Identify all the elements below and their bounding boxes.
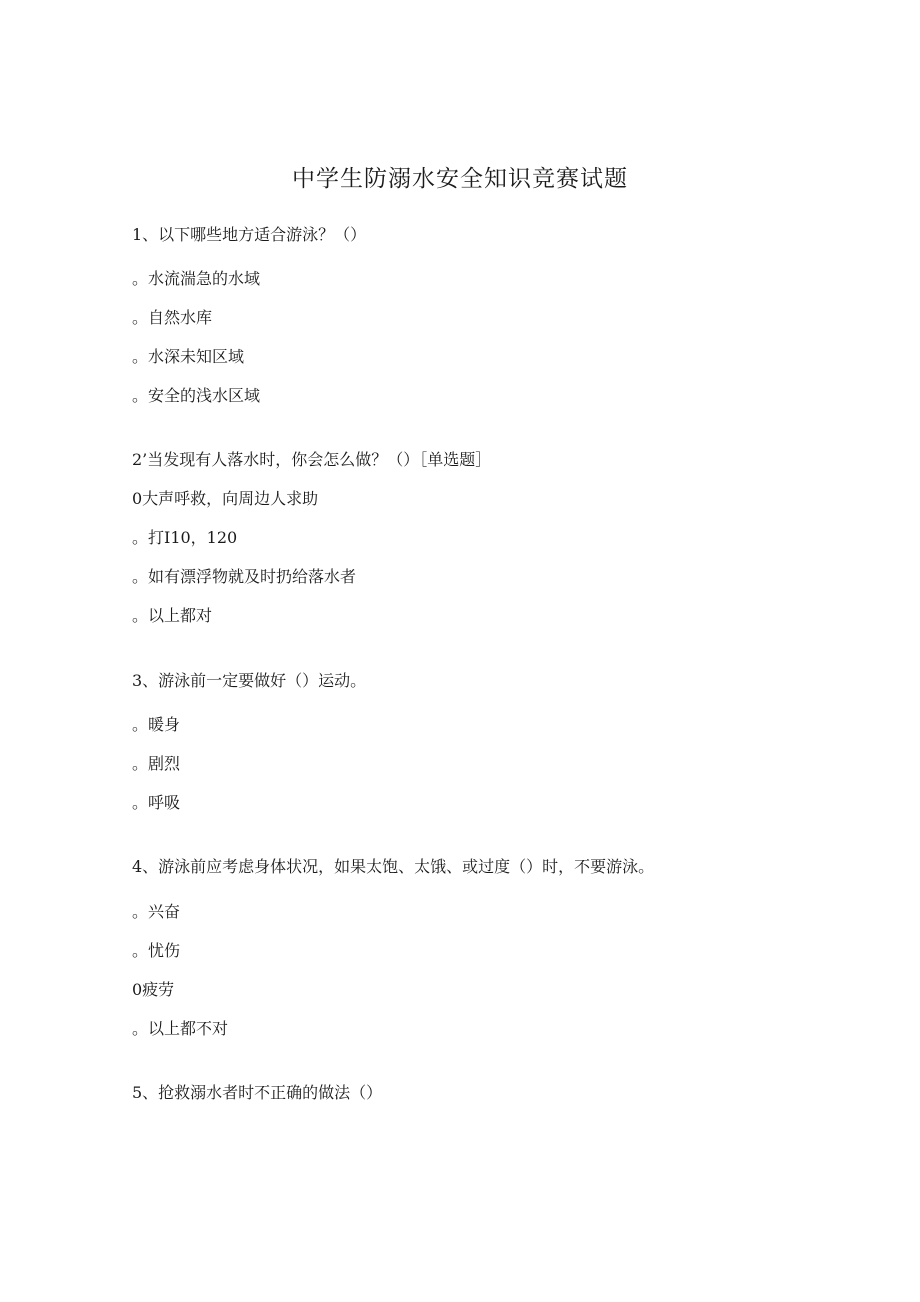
question-2-text: 2’当发现有人落水时，你会怎么做？（）［单选题］ <box>132 450 492 469</box>
question-1-option-3: 。水深未知区域 <box>132 347 245 366</box>
question-1-option-2: 。自然水库 <box>132 308 213 327</box>
question-1-text: 1、以下哪些地方适合游泳？（） <box>132 225 367 244</box>
question-3-option-2: 。剧烈 <box>132 754 181 773</box>
question-3-text: 3、游泳前一定要做好（）运动。 <box>132 671 367 690</box>
question-1-option-1: 。水流湍急的水域 <box>132 269 261 288</box>
question-2-option-4: 。以上都对 <box>132 606 213 625</box>
question-1-option-4: 。安全的浅水区域 <box>132 386 261 405</box>
question-4-text: 4、游泳前应考虑身体状况，如果太饱、太饿、或过度（）时，不要游泳。 <box>132 857 655 876</box>
question-2-option-1: 0大声呼救，向周边人求助 <box>132 489 319 508</box>
question-4-option-4: 。以上都不对 <box>132 1019 229 1038</box>
question-2-option-2: 。打I10，120 <box>132 528 238 547</box>
question-3-option-1: 。暖身 <box>132 715 181 734</box>
question-4-option-2: 。忧伤 <box>132 941 181 960</box>
question-4-option-1: 。兴奋 <box>132 902 181 921</box>
question-4-option-3: 0疲劳 <box>132 980 175 999</box>
question-5-text: 5、抢救溺水者时不正确的做法（） <box>132 1083 383 1102</box>
question-3-option-3: 。呼吸 <box>132 793 181 812</box>
page-title: 中学生防溺水安全知识竞赛试题 <box>292 166 628 192</box>
question-2-option-3: 。如有漂浮物就及时扔给落水者 <box>132 567 357 586</box>
